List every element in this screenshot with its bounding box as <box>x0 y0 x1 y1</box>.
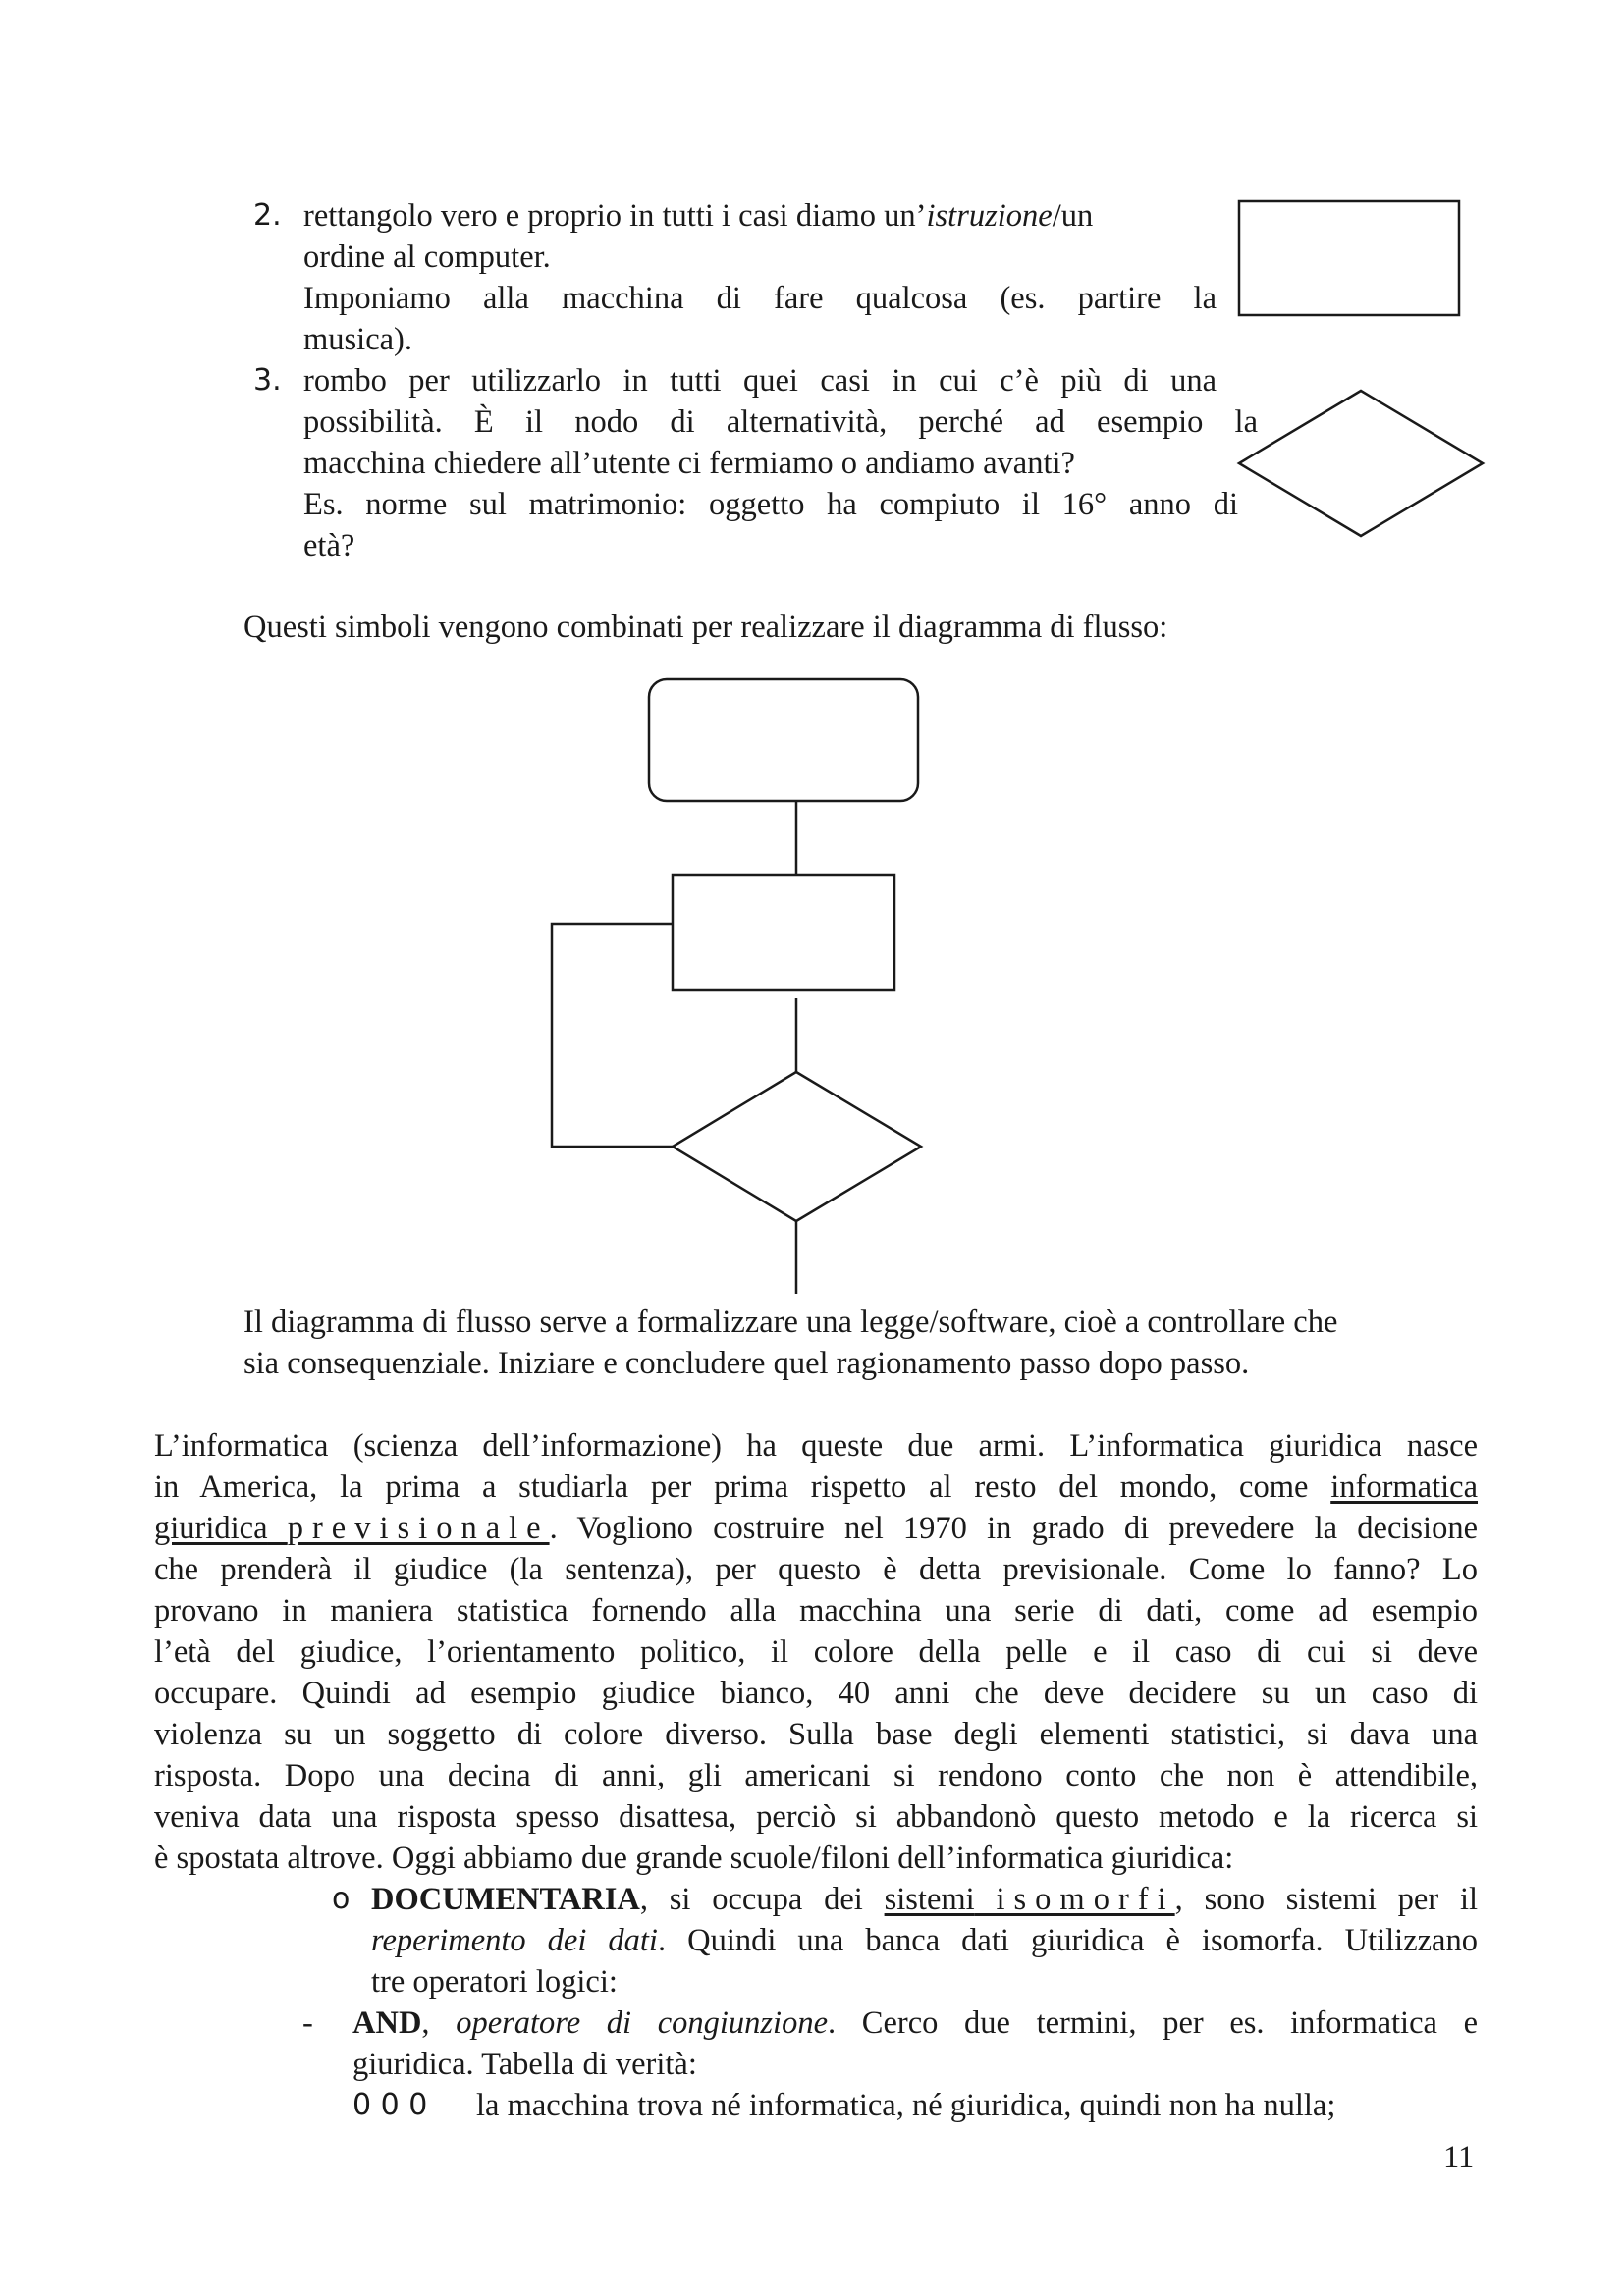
flowchart-caption-line2: sia consequenziale. Iniziare e concludere quel ragionamento passo dopo passo. <box>243 1346 1250 1381</box>
bullet-o: o <box>332 1882 351 1916</box>
paragraph-line-4: che prenderà il giudice (la sentenza), per questo è detta previsionale. Come lo fanno? Lo <box>154 1552 1478 1587</box>
paragraph-line-1: L’informatica (scienza dell’informazione) ha queste due armi. L’informatica giuridica nasce <box>154 1428 1478 1464</box>
flowchart-caption-line1: Il diagramma di flusso serve a formalizzare una legge/software, cioè a controllare che <box>243 1305 1338 1340</box>
item2-line3: Imponiamo alla macchina di fare qualcosa (es. partire la <box>303 281 1217 316</box>
and-line1: AND, operatore di congiunzione. Cerco due termini, per es. informatica e <box>352 2005 1478 2041</box>
item3-line3: macchina chiedere all’utente ci fermiamo o andiamo avanti? <box>303 446 1075 481</box>
list-number-3: 3. <box>253 363 282 398</box>
paragraph-line-7: occupare. Quindi ad esempio giudice bianco, 40 anni che deve decidere su un caso di <box>154 1676 1478 1711</box>
item2-line4: musica). <box>303 322 413 357</box>
item3-line1: rombo per utilizzarlo in tutti quei casi in cui c’è più di una <box>303 363 1217 399</box>
and-line2: giuridica. Tabella di verità: <box>352 2047 697 2082</box>
flow-loop-back-line <box>552 924 673 1147</box>
paragraph-line-9: risposta. Dopo una decina di anni, gli americani si rendono conto che non è attendibile, <box>154 1758 1478 1793</box>
documentaria-line2: reperimento dei dati. Quindi una banca dati giuridica è isomorfa. Utilizzano <box>371 1923 1478 1958</box>
item3-line2: possibilità. È il nodo di alternatività, perché ad esempio la <box>303 404 1258 440</box>
truth-values: 0 0 0 <box>352 2088 428 2122</box>
dash-bullet: - <box>302 2005 313 2041</box>
legend-diamond-symbol <box>1239 391 1483 536</box>
documentaria-line1: DOCUMENTARIA, si occupa dei sistemi isomorfi, sono sistemi per il <box>371 1882 1479 1917</box>
legend-rectangle-symbol <box>1239 201 1459 315</box>
list-number-2: 2. <box>253 198 282 233</box>
item2-line1: rettangolo vero e proprio in tutti i casi diamo un’istruzione/un <box>303 198 1094 234</box>
item2-line2: ordine al computer. <box>303 240 551 275</box>
paragraph-line-11: è spostata altrove. Oggi abbiamo due grande scuole/filoni dell’informatica giuridica: <box>154 1841 1234 1876</box>
item3-line4: Es. norme sul matrimonio: oggetto ha compiuto il 16° anno di <box>303 487 1238 522</box>
truth-text: la macchina trova né informatica, né giuridica, quindi non ha nulla; <box>476 2088 1336 2123</box>
paragraph-line-5: provano in maniera statistica fornendo alla macchina una serie di dati, come ad esempio <box>154 1593 1478 1629</box>
flow-decision-diamond <box>673 1072 921 1221</box>
item3-line5: età? <box>303 528 355 563</box>
paragraph-line-10: veniva data una risposta spesso disattesa, perciò si abbandonò questo metodo e la ricerca si <box>154 1799 1478 1835</box>
paragraph-line-6: l’età del giudice, l’orientamento politico, il colore della pelle e il caso di cui si deve <box>154 1634 1478 1670</box>
documentaria-line3: tre operatori logici: <box>371 1964 618 2000</box>
flowchart-intro: Questi simboli vengono combinati per realizzare il diagramma di flusso: <box>243 610 1168 645</box>
flow-start-rounded-box <box>649 679 918 801</box>
page-number: 11 <box>1443 2140 1475 2175</box>
paragraph-line-8: violenza su un soggetto di colore diverso. Sulla base degli elementi statistici, si dava una <box>154 1717 1478 1752</box>
flow-process-box <box>673 875 894 990</box>
paragraph-line-3: giuridica previsionale. Vogliono costruire nel 1970 in grado di prevedere la decisione <box>154 1511 1479 1546</box>
paragraph-line-2: in America, la prima a studiarla per prima rispetto al resto del mondo, come informatica <box>154 1469 1479 1505</box>
